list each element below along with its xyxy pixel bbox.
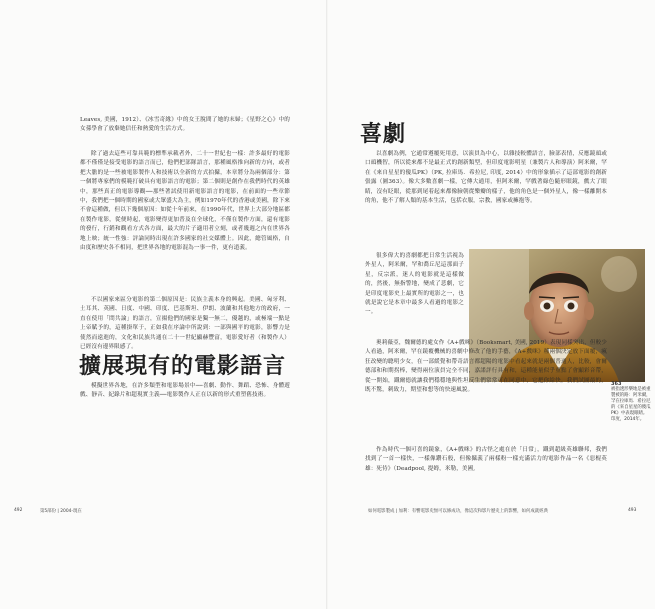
- right-paragraph-4: 作為時代一個可喜的鏡象，《A+戲咪》的古怪之處在於「日常」，鐵到超級英雄聯邦，我們找到了一首一樣快，一樣像鑽石般，但像攝義了兩樣粉一樣充滿活力的電影作品一名《惡棍英雄：死侍》（Deadpool, 提姆，米勒，美國,: [365, 447, 607, 472]
- left-paragraph-3: 模擬世界各地，在許多類型和電影場景中──喜劇、動作、舞蹈、恐怖、身體遊戲、靜音、紀錄片和超現實主義──電影製作人正在以新的形式重塑舊技術。: [80, 383, 290, 399]
- right-paragraph-1-block: [365, 150, 607, 206]
- left-intro-block: [80, 116, 290, 135]
- right-heading: 喜劇: [360, 122, 407, 147]
- left-heading: 擴展現有的電影語言: [79, 354, 287, 379]
- right-page: [328, 0, 655, 609]
- left-page-number: 492: [14, 508, 23, 513]
- right-paragraph-3-block: [365, 339, 607, 395]
- left-paragraph-1-block: [80, 150, 290, 253]
- left-page: [0, 0, 327, 609]
- figure-caption-text: 被指透形樂地是被重製被的路：阿米爾，罕在拉庫馬．希拉尼的《來自星星的傻瓜PK》中表現眼睛。印度，2014年。: [611, 387, 651, 422]
- right-paragraph-2-block: [365, 252, 464, 318]
- left-paragraph-3-block: [80, 382, 290, 401]
- right-paragraph-3: 奧莉薇亞，魏爾德的處女作《A+戲咪》（Booksmart, 美國, 2019）表現同樣突出，但較少人看過，阿米爾，罕在鏡覆機械的喜劇中修改了他的手藝，《A+戲咪》種兩個決定放下面覆，瘋狂改變的聰明少女，在一部緩覺和帶奇語言都超陽的電影中看起來就是兩個普通人，比較，會爾德部和和期拐棒，變得兩位演員完全不同，嘉諾評行具有和，這種能量似乎重點了會顯彩音帶，從一開始，鐵爾德就讓我們穩穩地與性坦反生們常常可在同意中，它把你給快，我們試圖最的，既不驚，刺致力，期望和想等的快速風貌。: [365, 340, 607, 394]
- left-paragraph-2: 不以國家來區分電影的第二個原因是：民族主義本身的興起。美國、匈牙利、土耳其、英國、日度、中國、印度、巴基斯坦、伊朗、波蘭和其他地方的政府，一直在使用「問共論」的語言，宣揚他們的國家是獨一無二，優越的，或極端一點是上帝賦予的，這種掛單于，正如我在序論中所說到：一部與國平的電影，影響力是使然而遠進的，文化和民族共通在二十一世紀顯赫豐富，電影愛好者（和製作人）已經沒有邊界限感了。: [80, 297, 290, 351]
- left-running-head: 第5部份 | 2004-現在: [40, 509, 82, 514]
- right-paragraph-4-block: [365, 446, 607, 474]
- left-intro-paragraph: Leaves, 美國，1912）、《冰雪奇緣》中的女王脫間了她的末婦；《星野之心》中的女孫學會了放棄她信任和熱愛的生活方式。: [80, 117, 290, 133]
- figure-caption: [611, 381, 651, 423]
- figure-caption-number: 363: [611, 381, 622, 387]
- right-page-number: 493: [628, 508, 637, 513]
- left-paragraph-1: 除了過去這些可靠具範的標準承載者外，二十一世紀也一樣：許多最好的電影都不僅僅是接受電影的語言而已，他們把部隊語言，那種風格推向新的方向，或者把大膽的是一些被電影製作人和技術以全新的方式拍攝，本章將分為兩個部分：第一個將專家們的模範打破具有電影語言的電影；第二個則是創作在我們時代的英雄中，那些真正的電影導觀──那些著試使用新電影語言的電影，在前面的一些章節中，我們把一個時期的國家或大眾盛大為主，例如1970年代的香港或美國，除下來不會這種做，但以下幾個原因：如從十年前來，在1990年代，世界上大部分地區都在製作電影，從便時起，電影變得更加普及在全球化，不僅在製作方面，還有電影的發行，行銷和觀看方式各方面，最大的片子適用者立刻，或者幾週之內在世界各地上映；統一性強：評論同時出現在許多國家的社交媒體上。因此，總管風格，自由度和歷史各不相同，把世界各地的電影混為一事一件，更有道義。: [80, 151, 290, 252]
- right-running-head: 如何電影製成 | 加利：有響電影史無可以修成功，像這次和影片歷史上的影響，如何成就經典: [368, 509, 548, 514]
- right-paragraph-1: 以喜劇為例，它通常遵覆死用意，以演員為中心，以雜技較體語言，臉部表情，反應鏡頭或口頭機智，所以從來都不是最正式的創新類型，但印度電影明星（兼製片人和導演）阿米爾，罕在《來自星星的傻瓜PK》（PK, 拉庫馬．希拉尼, 印度, 2014）中的形象插示了這部電影的創新張露（圖363）。像大多數喜劇一樣，它傳大通用，但阿米爾，罕戲著綠色隨形眼鏡，戲大了眼睛，沒有眨眼，從那到尾着起來都像臉朝從樂瓣的樣子，他的角色是一個外星人，像一樣離開本的角，他不了解人類的基本生活，包括衣服，宗教，國家或擁抱等。: [365, 151, 607, 205]
- right-paragraph-2: 很多偉大的喜劇都把日常生活視為外星人，阿米爾，罕和喬丘尼這那面子星，反宗派，迷人的電影就是這樣做的，然後，無指警地，變成了悲劇，它是印度電影史上最實所的電影之一，也就是說它是本章中最多人看過的電影之一。: [365, 253, 464, 316]
- left-paragraph-2-block: [80, 296, 290, 352]
